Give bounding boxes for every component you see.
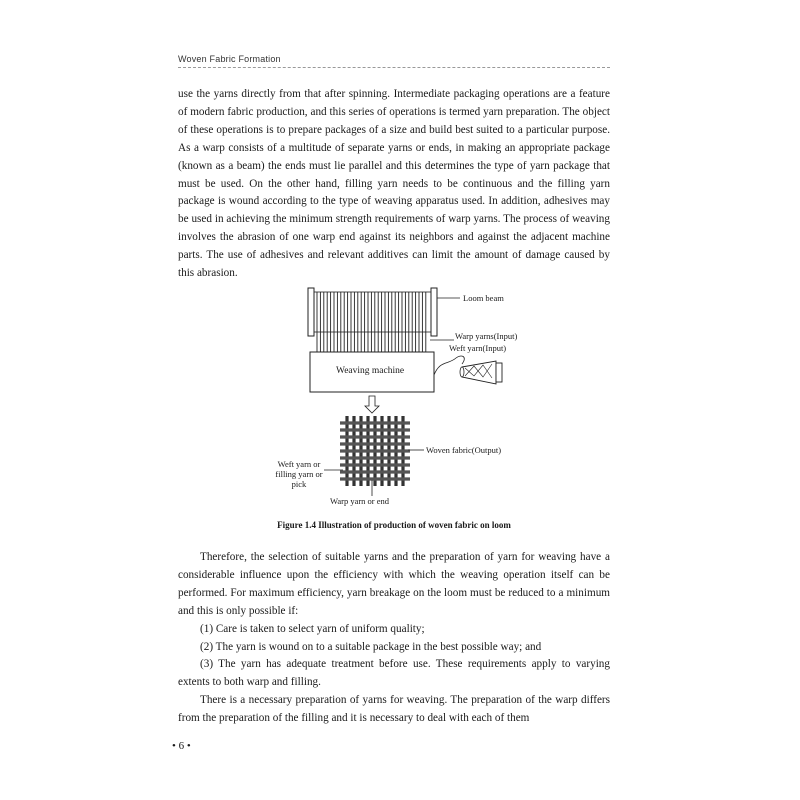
figure-caption: Figure 1.4 Illustration of production of woven fabric on loom [277, 520, 511, 530]
arrow-down-icon [365, 396, 379, 413]
list-item: (3) The yarn has adequate treatment before use. These requirements apply to varying extents to both warp and filling. [178, 658, 610, 689]
running-header: Woven Fabric Formation [178, 54, 281, 64]
warp-yarns-group [317, 292, 426, 352]
body-text-bottom [178, 549, 610, 728]
list-item: (2) The yarn is wound on to a suitable package in the best possible way; and [200, 640, 542, 653]
loom-diagram [178, 280, 610, 520]
list-item: (1) Care is taken to select yarn of uniform quality; [200, 622, 425, 635]
paragraph: There is a necessary preparation of yarns for weaving. The preparation of the warp differs from the preparation of the filling and it is necessary to deal with each of them [178, 694, 610, 725]
label-weft-yarn-or-pick: Weft yarn or filling yarn or pick [275, 459, 323, 489]
label-warp-yarn-or-end: Warp yarn or end [330, 496, 390, 506]
loom-beam [314, 292, 431, 332]
label-weft-yarn-input: Weft yarn(Input) [449, 343, 507, 353]
paragraph: use the yarns directly from that after spinning. Intermediate packaging operations are a feature of modern fabric production, and this series of operations is termed yarn preparation. The object of these operations is to prepare packages of a size and build best suited to a particular purpose. As a warp consists of a multitude of separate yarns or ends, in making an appropriate package (known as a beam) the ends must lie parallel and this determines the type of yarn package that must be used. On the other hand, filling yarn needs to be continuous and the filling yarn package is wound according to the type of weaving apparatus used. In addition, adhesives may be used in achieving the minimum strength requirements of warp yarns. The process of weaving involves the abrasion of one warp end against its neighbors and against the adjacent machine parts. The use of adhesives and relevant additives can limit the amount of damage caused by this abrasion. [178, 88, 610, 280]
figure-loom-illustration [178, 280, 610, 520]
woven-fabric-grid [340, 416, 410, 486]
yarn-cone-icon [460, 361, 502, 384]
paragraph: Therefore, the selection of suitable yarns and the preparation of yarn for weaving have a considerable influence upon the efficiency with which the weaving operation itself can be performed. For maximum efficiency, yarn breakage on the loom must be reduced to a minimum and this is only possible if: [178, 551, 610, 617]
label-loom-beam: Loom beam [463, 293, 504, 303]
body-text-top [178, 86, 610, 283]
beam-flange-right [431, 288, 437, 336]
label-warp-yarns-input: Warp yarns(Input) [455, 331, 518, 341]
label-woven-fabric-output: Woven fabric(Output) [426, 445, 502, 455]
page-number: • 6 • [172, 740, 191, 752]
beam-flange-left [308, 288, 314, 336]
header-rule [178, 67, 610, 68]
label-weaving-machine: Weaving machine [336, 366, 405, 376]
